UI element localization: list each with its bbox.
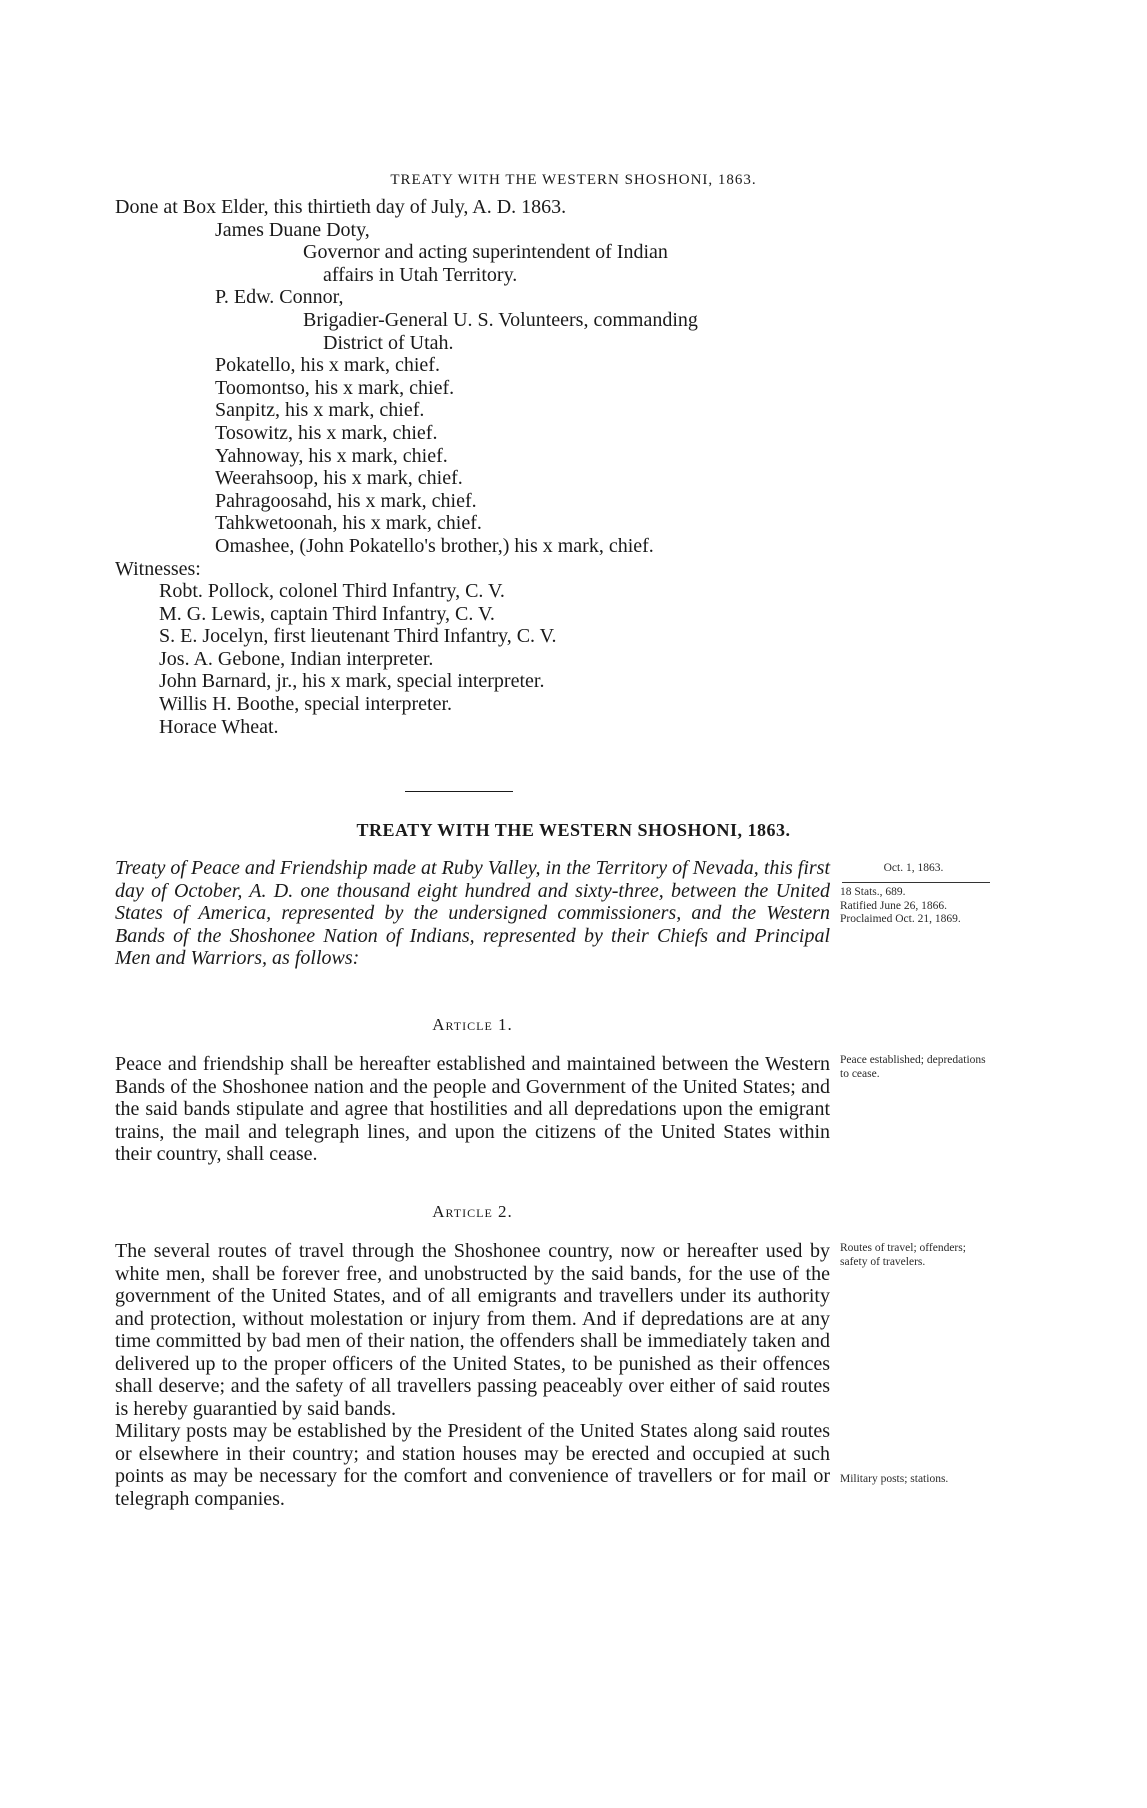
signature-line: Brigadier-General U. S. Volunteers, commanding — [303, 308, 698, 331]
margin-note-ratified: Ratified June 26, 1866. — [840, 899, 947, 912]
article-1-heading: Article 1. — [432, 1015, 513, 1034]
signature-line: Omashee, (John Pokatello's brother,) his x mark, chief. — [215, 534, 654, 557]
signature-line: Witnesses: — [115, 557, 201, 580]
article-2-body — [115, 1240, 830, 1510]
article-2-heading: Article 2. — [432, 1202, 513, 1221]
signature-line: Weerahsoop, his x mark, chief. — [215, 467, 463, 490]
signature-line: Willis H. Boothe, special interpreter. — [159, 693, 453, 716]
signature-line: Robt. Pollock, colonel Third Infantry, C. V. — [159, 580, 505, 603]
signature-line: District of Utah. — [323, 331, 454, 354]
signature-line: Horace Wheat. — [159, 715, 279, 738]
margin-note-rule — [842, 882, 990, 883]
signature-line: P. Edw. Connor, — [215, 286, 344, 309]
signature-line: Jos. A. Gebone, Indian interpreter. — [159, 647, 434, 670]
signature-line: Tosowitz, his x mark, chief. — [215, 421, 438, 444]
margin-note-routes: Routes of travel; offenders; safety of travelers. — [840, 1242, 966, 1268]
margin-note-statute-block — [840, 886, 992, 927]
signature-line: Toomontso, his x mark, chief. — [215, 376, 455, 399]
article-2-paragraph-2: Military posts may be established by the President of the United States along said routes or elsewhere in their country; and station houses may be erected and occupied at such points as may be necessary for the comfort and convenience of travellers or for mail or telegraph companies. — [115, 1420, 830, 1510]
signature-line: Pokatello, his x mark, chief. — [215, 354, 440, 377]
article-1-paragraph: Peace and friendship shall be hereafter established and maintained between the Western Bands of the Shoshonee nation and the people and Government of the United States; and the said bands stipulate and agree that hostilities and all depredations upon the emigrant trains, the mail and telegraph lines, and upon the citizens of the United States within their country, shall cease. — [115, 1053, 830, 1165]
article-1-body — [115, 1053, 830, 1166]
margin-note-statute: 18 Stats., 689. — [840, 886, 906, 898]
signature-line: Sanpitz, his x mark, chief. — [215, 399, 425, 422]
signature-block — [115, 196, 830, 738]
margin-note-peace: Peace established; depredations to cease. — [840, 1054, 986, 1080]
signature-line: Done at Box Elder, this thirtieth day of July, A. D. 1863. — [115, 196, 567, 218]
treaty-heading: TREATY WITH THE WESTERN SHOSHONI, 1863. — [356, 820, 791, 840]
signature-line: Tahkwetoonah, his x mark, chief. — [215, 512, 482, 535]
section-divider — [405, 791, 513, 792]
signature-line: M. G. Lewis, captain Third Infantry, C. V. — [159, 602, 495, 625]
running-head: TREATY WITH THE WESTERN SHOSHONI, 1863. — [390, 172, 757, 188]
signature-line: Governor and acting superintendent of Indian — [303, 241, 668, 264]
signature-line: Yahnoway, his x mark, chief. — [215, 444, 448, 467]
margin-note-proclaimed: Proclaimed Oct. 21, 1869. — [840, 913, 961, 925]
margin-note-date: Oct. 1, 1863. — [883, 862, 944, 874]
signature-line: John Barnard, jr., his x mark, special interpreter. — [159, 670, 545, 693]
signature-line: James Duane Doty, — [215, 218, 370, 241]
article-2-paragraph-1: The several routes of travel through the Shoshonee country, now or hereafter used by white men, shall be forever free, and unobstructed by the said bands, for the use of the government of the United States, and of all emigrants and travellers under its authority and protection, without molestation or injury from them. And if depredations are at any time committed by bad men of their nation, the offenders shall be immediately taken and delivered up to the proper officers of the United States, to be punished as their offences shall deserve; and the safety of all travellers passing peaceably over either of said routes is hereby guarantied by said bands. — [115, 1240, 830, 1420]
margin-note-military: Military posts; stations. — [840, 1473, 949, 1485]
preamble: Treaty of Peace and Friendship made at Ruby Valley, in the Territory of Nevada, this first day of October, A. D. one thousand eight hundred and sixty-three, between the United States of America, represented by the undersigned commissioners, and the Western Bands of the Shoshonee Nation of Indians, represented by their Chiefs and Principal Men and Warriors, as follows: — [115, 857, 830, 969]
signature-line: affairs in Utah Territory. — [323, 263, 518, 286]
signature-line: Pahragoosahd, his x mark, chief. — [215, 489, 477, 512]
signature-line: S. E. Jocelyn, first lieutenant Third Infantry, C. V. — [159, 625, 557, 648]
